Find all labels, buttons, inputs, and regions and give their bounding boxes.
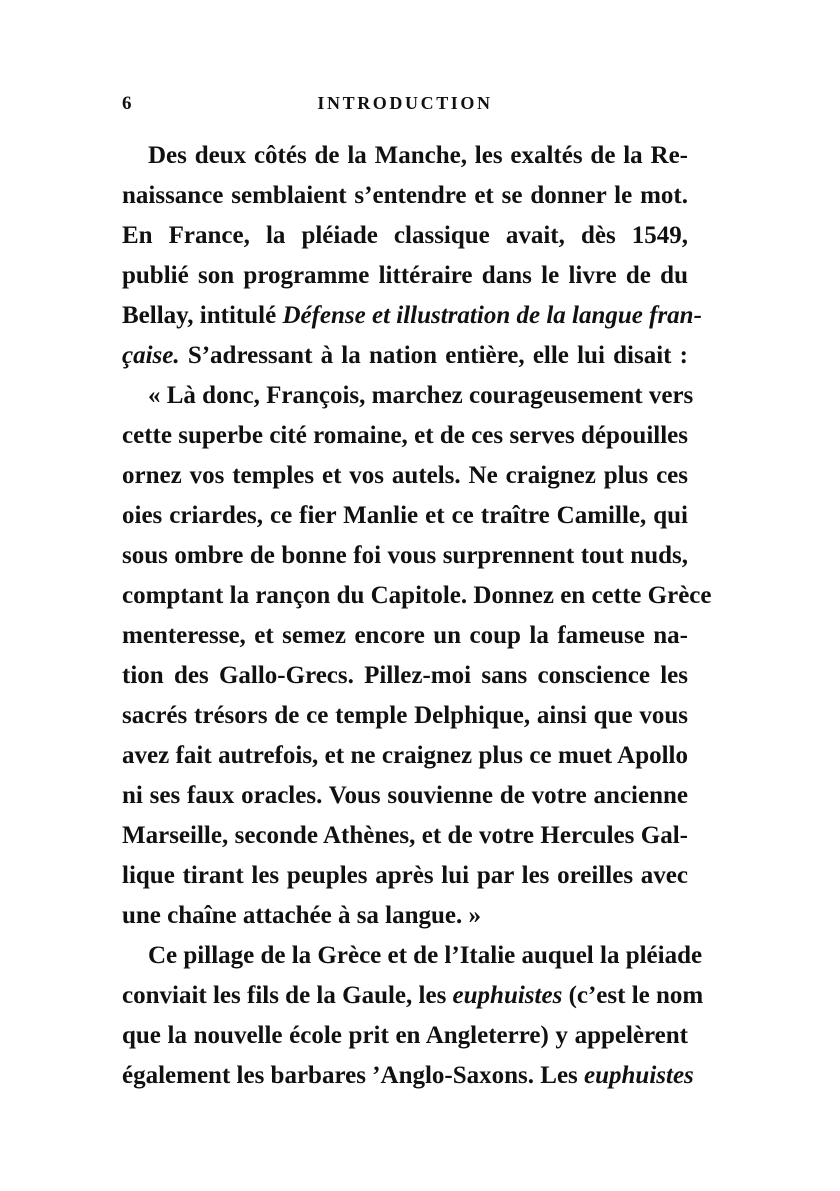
text-line: Bellay, intitulé Défense et illustration de la langue fran- bbox=[122, 302, 702, 329]
text-line: sacrés trésors de ce temple Delphique, ainsi que vous bbox=[122, 702, 688, 729]
book-title-italic: Défense et illustration de la langue fran- bbox=[282, 302, 702, 329]
term-italic: euphuistes bbox=[584, 1062, 694, 1089]
text-line: naissance semblaient s’entendre et se donner le mot. bbox=[122, 182, 688, 209]
text-line: Ce pillage de la Grèce et de l’Italie auquel la pléiade bbox=[148, 942, 703, 969]
text-line: ni ses faux oracles. Vous souvienne de votre ancienne bbox=[122, 782, 688, 809]
text-line: En France, la pléiade classique avait, dès 1549, bbox=[122, 222, 688, 249]
text-line: que la nouvelle école prit en Angleterre) y appelèrent bbox=[122, 1022, 688, 1049]
text-line: Marseille, seconde Athènes, et de votre Hercules Gal- bbox=[122, 822, 688, 849]
text-line: cette superbe cité romaine, et de ces serves dépouilles bbox=[122, 422, 688, 449]
text-line: menteresse, et semez encore un coup la fameuse na- bbox=[122, 622, 688, 649]
page-number: 6 bbox=[122, 93, 132, 114]
text-line: çaise. S’adressant à la nation entière, elle lui disait : bbox=[122, 342, 688, 369]
text-line: Des deux côtés de la Manche, les exaltés de la Re- bbox=[148, 142, 688, 169]
text-line: conviait les fils de la Gaule, les euphuistes (c’est le nom bbox=[122, 982, 704, 1009]
text-line: avez fait autrefois, et ne craignez plus ce muet Apollo bbox=[122, 742, 688, 769]
text-line: publié son programme littéraire dans le livre de du bbox=[122, 262, 688, 289]
text-line: lique tirant les peuples après lui par les oreilles avec bbox=[122, 862, 688, 889]
text-line: tion des Gallo-Grecs. Pillez-moi sans conscience les bbox=[122, 662, 688, 689]
book-title-italic: çaise. bbox=[122, 342, 180, 369]
text-line: une chaîne attachée à sa langue. » bbox=[122, 902, 482, 929]
running-title: INTRODUCTION bbox=[317, 93, 493, 113]
term-italic: euphuistes bbox=[452, 982, 563, 1009]
text-line: également les barbares ’Anglo-Saxons. Les euphuistes bbox=[122, 1062, 694, 1089]
text-line: « Là donc, François, marchez courageusement vers bbox=[148, 382, 694, 409]
text-line: sous ombre de bonne foi vous surprennent tout nuds, bbox=[122, 542, 688, 569]
text-line: oies criardes, ce fier Manlie et ce traître Camille, qui bbox=[122, 502, 688, 529]
text-line: ornez vos temples et vos autels. Ne craignez plus ces bbox=[122, 462, 688, 489]
text-line: comptant la rançon du Capitole. Donnez en cette Grèce bbox=[122, 582, 712, 609]
